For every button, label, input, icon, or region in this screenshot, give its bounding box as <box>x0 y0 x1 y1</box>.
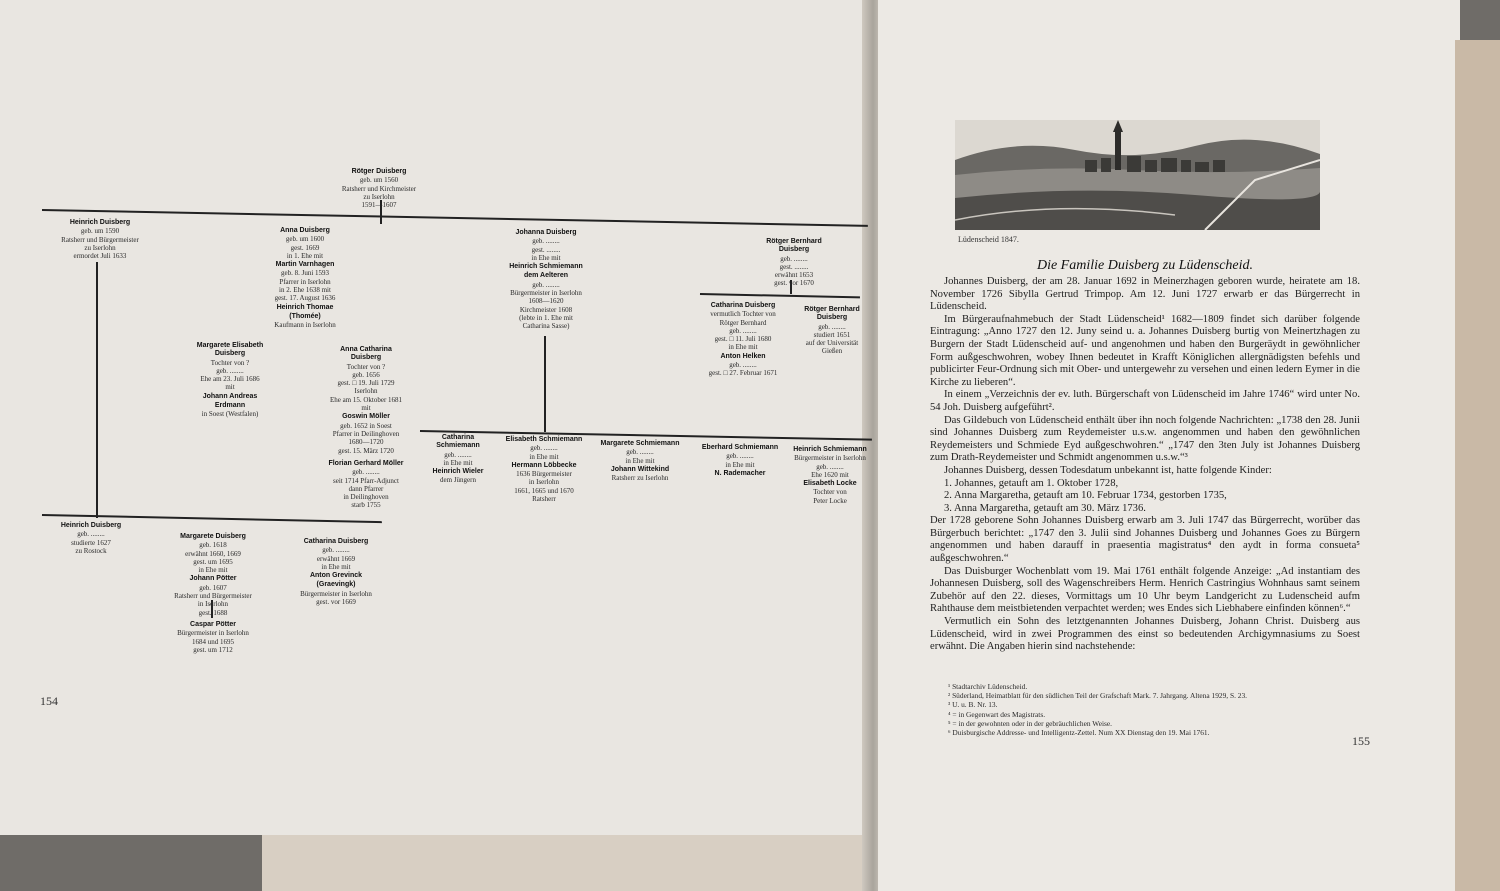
spouse-name: Goswin Möller <box>342 413 390 421</box>
spouse-name: Anton Helken <box>720 352 766 360</box>
person-anna-catharina-duisberg <box>316 346 416 455</box>
person-details: geb. ........ in Ehe mit Johann Wittekind Ratsherr zu Iserlohn <box>610 448 670 483</box>
spouse-name: Heinrich Schmiemann dem Aelteren <box>509 263 583 280</box>
person-name: Heinrich Duisberg <box>60 522 122 529</box>
person-details: vermutlich Tochter von Rötger Bernhard geb. ........ gest. □ 11. Juli 1680 in Ehe mit Anton Helken geb. ........ gest. □ 27. Februar 1671 <box>708 310 778 378</box>
person-details: geb. um 1600 gest. 1669 in 1. Ehe mit Martin Varnhagen geb. 8. Juni 1593 Pfarrer in Iserlohn in 2. Ehe 1638 mit gest. 17. August 1636 Heinrich Thomae (Thomée) Kaufmann in Iserlohn <box>274 235 336 330</box>
paragraph: Johannes Duisberg, dessen Todesdatum unbekannt ist, hatte folgende Kinder: <box>944 464 1272 476</box>
list-item: 2. Anna Margaretha, getauft am 10. Februar 1734, gestorben 1735, <box>944 490 1227 502</box>
person-name: Rötger Duisberg <box>351 168 407 175</box>
person-details: geb. ........ in Ehe mit N. Rademacher <box>714 452 766 477</box>
person-florian-gerhard-moeller <box>316 460 416 510</box>
person-details: geb. ........ gest. ........ in Ehe mit Heinrich Schmiemann dem Aelteren geb. ........ Bürgermeister in Iserlohn 1608—1620 Kirchmeister 1608 (lebte in 1. Ehe mit Catharina Sasse) <box>509 237 583 331</box>
spouse-name: Johann Wittekind <box>610 465 670 473</box>
spouse-name: Elisabeth Locke <box>803 480 857 488</box>
person-name: Florian Gerhard Möller <box>328 460 404 467</box>
person-anna-duisberg <box>246 227 364 330</box>
paragraph: Johannes Duisberg, der am 28. Januar 1692 in Meinerzhagen geboren wurde, heiratete am 18. November 1726 Sibylla Gertrud Trimpop. Am 12. Juni 1727 erwarb er das Bürgerrecht in Lüdenscheid. <box>930 276 1360 313</box>
person-margarete-schmiemann <box>592 440 688 482</box>
spouse-name: Heinrich Thomae (Thomée) <box>276 303 334 320</box>
person-caspar-poetter <box>160 621 266 654</box>
list-item: 3. Anna Margaretha, getauft am 30. März 1736. <box>944 502 1146 514</box>
page-number-right: 155 <box>1352 734 1370 748</box>
person-eberhard-schmiemann <box>694 444 786 478</box>
person-name: Rötger Bernhard Duisberg <box>766 238 822 254</box>
person-details: geb. ........ in Ehe mit Hermann Löbbecke 1636 Bürgermeister in Iserlohn 1661, 1665 und 1670 Ratsherr <box>511 444 577 504</box>
chapter-title: Die Familie Duisberg zu Lüdenscheid. <box>1036 258 1254 273</box>
person-catharina-schmiemann <box>420 434 496 485</box>
person-name: Anna Duisberg <box>280 227 330 234</box>
paragraph: Vermutlich ein Sohn des letztgenannten Johannes Duisberg, Johann Christ. Duisberg aus Lüdenscheid, wird in zwei Programmen des einst so bedeutenden Archigymnasiums zu Soest erwähnt. Die Angaben hierin sind nachstehende: <box>930 616 1360 653</box>
person-margarete-duisberg <box>160 533 266 617</box>
person-margarete-elisabeth-duisberg <box>180 342 280 419</box>
person-name: Eberhard Schmiemann <box>701 444 779 451</box>
person-roetger-duisberg <box>334 168 424 209</box>
person-name: Margarete Schmiemann <box>600 440 680 447</box>
person-name: Catharina Schmiemann <box>436 434 480 450</box>
footnote: ³ U. u. B. Nr. 13. <box>948 700 998 710</box>
spouse-name: Martin Varnhagen <box>275 261 335 269</box>
person-details: geb. ........ gest. ........ erwähnt 1653 gest. vor 1670 <box>774 254 814 288</box>
person-heinrich-duisberg-2 <box>46 522 136 555</box>
person-name: Heinrich Schmiemann <box>793 446 867 453</box>
footnote: ¹ Stadtarchiv Lüdenscheid. <box>948 682 1028 691</box>
person-roetger-bernhard-duisberg <box>752 238 836 288</box>
person-roetger-bernhard-duisberg-2 <box>800 306 864 356</box>
paragraph: Im Bürgeraufnahmebuch der Stadt Lüdenscheid¹ 1682—1809 findet sich darüber folgende Eintragung: „Anno 1727 den 12. Juny seind u. a. Johannes Duisberg burtig von Meinertzhagen zu Burgern der Stadt Lüdenscheid auf- und angenohmen und haben den Burgeräydt in gewöhnlicher Form außgeschwohren, wobey Ihnen bedeutet in Krafft Königlichen allergnädigsten befehls und publicirter Feur-Ordnung sich mit Ober- und untergewehr zu versehen und einen ledern Eymer in die Kirche zu lieberen“. <box>930 313 1360 388</box>
person-details: geb. um 1560 Ratsherr und Kirchmeister zu Iserlohn 1591—1607 <box>341 176 417 210</box>
person-name: Heinrich Duisberg <box>69 219 131 226</box>
person-heinrich-schmiemann <box>786 446 874 505</box>
image-caption: Lüdenscheid 1847. <box>958 235 1019 244</box>
person-heinrich-duisberg <box>50 219 150 260</box>
tree-line-johanna <box>544 336 546 432</box>
person-details: geb. ........ studiert 1651 auf der Universität Gießen <box>805 322 859 356</box>
person-johanna-duisberg <box>490 229 602 331</box>
person-name: Johanna Duisberg <box>515 229 577 236</box>
person-details: geb. um 1590 Ratsherr und Bürgermeister zu Iserlohn ermordet Juli 1633 <box>61 227 139 261</box>
person-name: Anna Catharina Duisberg <box>340 346 392 362</box>
person-details: Tochter von ? geb. ........ Ehe am 23. Juli 1686 mit Johann Andreas Erdmann in Soest (Westfalen) <box>200 358 260 419</box>
person-details: geb. ........ seit 1714 Pfarr-Adjunct dann Pfarrer in Deilinghoven starb 1755 <box>333 468 399 510</box>
spouse-name: Johann Andreas Erdmann <box>202 392 258 410</box>
luedenscheid-engraving <box>955 120 1320 230</box>
paragraph: Das Gildebuch von Lüdenscheid enthält über ihn noch folgende Nachrichten: „1738 den 28. Junii sind Johannes Duisberg zum Reydemeister u.s.w. angenommen und haben den gewöhnlichen Reydemeisters und Schmiede Eyd außgeschwohren.“ „1747 den 3ten July ist Johannes Duisberg zum Drath-Reydemeister und Schmidt angenommen u.s.w.“³ <box>930 414 1360 464</box>
footnote: ² Süderland, Heimatblatt für den südlichen Teil der Grafschaft Mark. 7. Jahrgang. Altena 1929, S. 23. <box>948 691 1248 701</box>
person-name: Elisabeth Schmiemann <box>505 436 583 443</box>
person-name: Margarete Duisberg <box>180 533 246 540</box>
list-item: 1. Johannes, getauft am 1. Oktober 1728, <box>944 477 1119 489</box>
footnotes <box>948 682 1358 737</box>
paragraph: In einem „Verzeichnis der ev. luth. Bürgerschaft von Lüdenscheid im Jahre 1746“ wird unter No. 54 Joh. Duisberg aufgeführt². <box>930 389 1360 413</box>
person-name: Rötger Bernhard Duisberg <box>804 306 860 322</box>
page-number-left: 154 <box>40 694 58 708</box>
spouse-name: Heinrich Wieler <box>432 468 484 476</box>
spouse-name: N. Rademacher <box>714 469 766 477</box>
person-catharina-duisberg <box>286 538 386 606</box>
person-name: Catharina Duisberg <box>710 302 776 309</box>
person-details: geb. 1618 erwähnt 1660, 1669 gest. um 1695 in Ehe mit Johann Pötter geb. 1607 Ratsherr und Bürgermeister in Iserlohn gest. 1688 <box>174 541 252 617</box>
person-details: geb. ........ erwähnt 1669 in Ehe mit Anton Grevinck (Graevingk) Bürgermeister in Iserlohn gest. vor 1669 <box>300 546 372 607</box>
person-name: Caspar Pötter <box>190 621 236 628</box>
paragraph: Der 1728 geborene Sohn Johannes Duisberg erwarb am 3. Juli 1747 das Bürgerrecht, worüber das Bürgerbuch berichtet: „1747 den 3. Julii sind Johannes Duisberg und Johannes Goes zu Bürgern angenommen und haben darauff in praesentia magistratus⁴ den aydt in forma consueta⁵ außgeschwohren.“ <box>930 515 1360 565</box>
person-details: geb. ........ studierte 1627 zu Rostock <box>71 530 111 555</box>
spouse-name: Johann Pötter <box>189 575 237 583</box>
person-name: Catharina Duisberg <box>303 538 369 545</box>
person-details: Bürgermeister in Iserlohn 1684 und 1695 gest. um 1712 <box>177 629 249 654</box>
footnote: ⁴ = in Gegenwart des Magistrats. <box>948 709 1046 719</box>
paragraph: Das Duisburger Wochenblatt vom 19. Mai 1761 enthält folgende Anzeige: „Ad instantiam des Johannesen Duisberg, soll des Wagenschreibers Herm. Henrich Castringius Wohnhaus samt seinem Zubehör auf den 22. dieses, Vormittags um 10 Uhr beym Landgericht zu Ludenscheid aufm Rahthause dem meistbietenden verpachtet werden; wes Endes sich Liebhabere einfinden können⁶.“ <box>930 565 1360 615</box>
spouse-name: Hermann Löbbecke <box>511 461 577 469</box>
tree-line-heinrich <box>96 262 98 518</box>
person-details: Tochter von ? geb. 1656 gest. □ 19. Juli 1729 Iserlohn Ehe am 15. Oktober 1681 mit Goswin Möller geb. 1652 in Soest Pfarrer in Deilinghoven 1680—1720 gest. 15. März 1720 <box>329 362 403 455</box>
page-edge <box>1455 40 1500 891</box>
footnote: ⁵ = in der gewohnten oder in der gebräuchlichen Weise. <box>948 718 1113 728</box>
person-elisabeth-schmiemann <box>498 436 590 503</box>
person-details: geb. ........ in Ehe mit Heinrich Wieler dem Jüngern <box>432 450 484 485</box>
footnote: ⁶ Duisburgische Addresse- und Intelligentz-Zettel. Num XX Dienstag den 19. Mai 1761. <box>948 728 1210 738</box>
spouse-name: Anton Grevinck (Graevingk) <box>309 572 363 589</box>
person-details: Bürgermeister in Iserlohn geb. ........ Ehe 1620 mit Elisabeth Locke Tochter von Peter Locke <box>794 454 866 505</box>
person-name: Margarete Elisabeth Duisberg <box>196 342 264 358</box>
body-text <box>930 276 1360 654</box>
person-catharina-duisberg-tv <box>690 302 796 378</box>
